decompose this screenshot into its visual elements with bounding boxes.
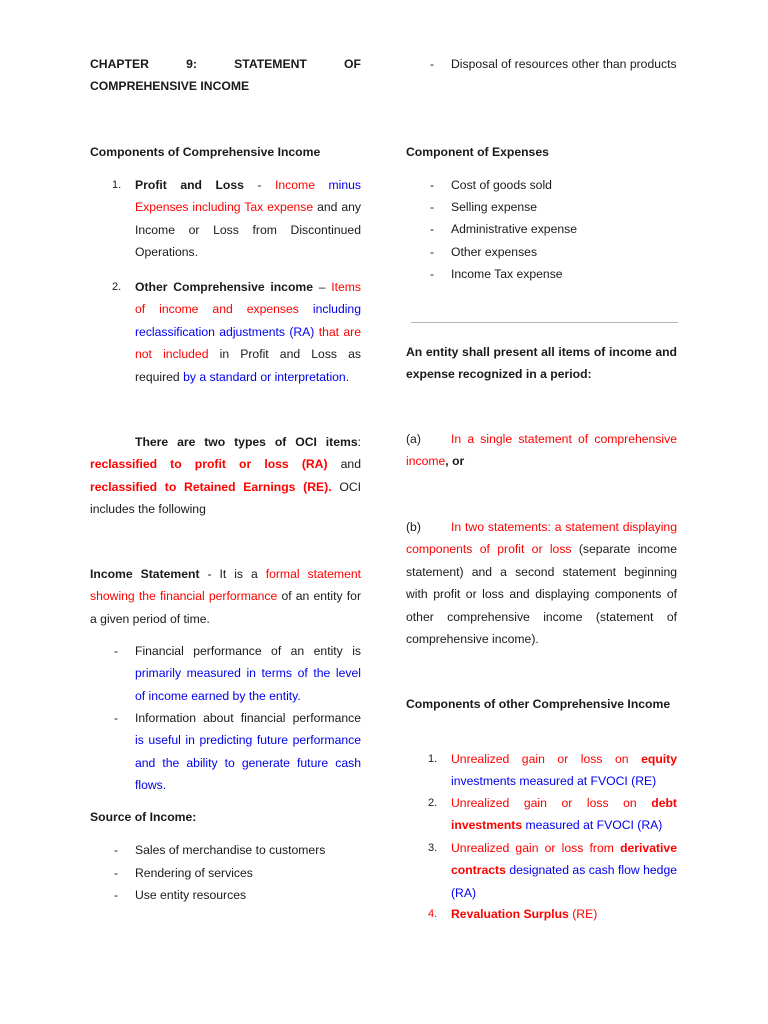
dash-marker: - — [430, 222, 435, 236]
oci-components-heading: Components of other Comprehensive Income — [406, 697, 671, 711]
chapter-word-statement: STATEMENT — [234, 57, 307, 71]
list-item-oci — [90, 276, 361, 388]
list-number: 2. — [112, 281, 122, 293]
highlight-red: formal statement showing the financial performance — [90, 567, 362, 604]
highlight-red: In a single statement of comprehensive income — [406, 432, 677, 469]
list-number: 1. — [428, 753, 438, 765]
plain-text: (separate income statement) and a second statement beginning with profit or loss and displaying components of other comprehensive income (statement of comprehensive income). — [406, 542, 677, 647]
list-item — [90, 839, 361, 861]
separator: - — [243, 178, 275, 192]
dash-marker: - — [430, 245, 435, 259]
bullet-financial-performance — [90, 640, 361, 707]
oci-type-re: reclassified to Retained Earnings (RE). — [90, 479, 332, 494]
expense-item: Other expenses — [451, 245, 538, 259]
highlight-blue: primarily measured in terms of the level of income earned by the entity. — [135, 666, 361, 703]
oci-item-equity — [406, 748, 677, 793]
option-label: (a) — [406, 432, 421, 446]
dash-marker: - — [114, 888, 119, 902]
term-derivative: derivative contracts — [451, 841, 677, 878]
chapter-title-line2: COMPREHENSIVE INCOME — [90, 79, 250, 94]
highlight-blue: minus — [314, 178, 361, 192]
dash-marker: - — [114, 843, 119, 857]
colon: : — [357, 435, 361, 449]
chapter-word-of: OF — [344, 57, 361, 71]
highlight-red: Unrealized gain or loss from — [451, 841, 621, 855]
highlight-blue: designated as cash flow hedge (RA) — [451, 863, 677, 900]
chapter-word: CHAPTER — [90, 57, 149, 71]
highlight-blue: investments measured at FVOCI (RE) — [451, 774, 657, 789]
term-equity: equity — [641, 752, 677, 766]
list-item — [406, 218, 677, 240]
highlight-blue: by a standard or interpretation. — [183, 369, 350, 384]
dash-marker: - — [430, 200, 435, 214]
plain-text: Disposal of resources other than products — [451, 57, 677, 71]
list-number: 3. — [428, 842, 438, 854]
source-of-income-heading: Source of Income: — [90, 810, 197, 824]
highlight-red: Items of income and expenses — [135, 280, 361, 317]
option-label: (b) — [406, 520, 421, 534]
highlight-red: Unrealized gain or loss on — [451, 752, 642, 766]
list-number: 4. — [428, 908, 438, 920]
plain-text: Information about financial performance — [135, 711, 361, 725]
dash-marker: - — [114, 644, 119, 658]
dash-marker: - — [430, 57, 435, 71]
list-item — [90, 862, 361, 884]
oci-types-paragraph — [90, 431, 361, 521]
oci-item-revaluation — [406, 903, 677, 925]
list-number: 2. — [428, 797, 438, 809]
source-item: Use entity resources — [135, 888, 247, 902]
oci-item-derivative — [406, 837, 677, 904]
highlight-red: that are not included — [135, 324, 361, 362]
term-oci: Other Comprehensive income — [135, 280, 314, 294]
dash-marker: - — [430, 178, 435, 192]
highlight-red: Unrealized gain or loss on — [451, 796, 652, 810]
plain-text: in Profit and Loss as required — [135, 347, 362, 384]
list-number: 1. — [112, 179, 122, 191]
list-item — [90, 884, 361, 906]
expense-item: Cost of goods sold — [451, 178, 552, 192]
expenses-heading: Component of Expenses — [406, 145, 549, 159]
option-b — [406, 516, 677, 650]
option-a — [406, 428, 677, 473]
chapter-number: 9: — [186, 57, 197, 71]
expense-item: Income Tax expense — [451, 267, 563, 281]
source-item: Sales of merchandise to customers — [135, 843, 326, 857]
term-debt: debt investments — [451, 796, 677, 833]
oci-types-lead: There are two types of OCI items — [135, 435, 358, 449]
components-heading: Components of Comprehensive Income — [90, 145, 321, 159]
expense-item: Selling expense — [451, 200, 538, 214]
bullet-disposal — [406, 53, 677, 75]
list-item — [406, 174, 677, 196]
present-statement: An entity shall present all items of income and expense recognized in a period: — [406, 345, 677, 382]
dash-marker: - — [114, 866, 119, 880]
oci-item-debt — [406, 792, 677, 837]
highlight-blue: measured at FVOCI (RA) — [522, 818, 663, 833]
highlight-blue: including reclassification adjustments (RA) — [135, 302, 361, 339]
bullet-predicting — [90, 707, 361, 797]
source-item: Rendering of services — [135, 866, 253, 880]
chapter-title — [90, 53, 361, 98]
term-profit-loss: Profit and Loss — [135, 178, 244, 192]
income-statement-paragraph — [90, 563, 361, 630]
plain-text: - It is a — [199, 567, 266, 581]
section-divider — [411, 322, 678, 323]
highlight-blue: is useful in predicting future performance and the ability to generate future cash flows. — [135, 733, 361, 793]
highlight-red: (RE) — [568, 907, 598, 921]
separator: – — [313, 280, 332, 294]
highlight-red: In two statements: a statement displaying components of profit or loss — [406, 520, 677, 557]
expense-item: Administrative expense — [451, 222, 577, 236]
term-revaluation: Revaluation Surplus — [451, 907, 569, 921]
plain-text: Financial performance of an entity is — [135, 644, 361, 658]
list-item — [406, 196, 677, 218]
list-item — [406, 241, 677, 263]
term-income-statement: Income Statement — [90, 567, 200, 581]
oci-type-ra: reclassified to profit or loss (RA) — [90, 457, 328, 472]
highlight-red: Income — [275, 178, 315, 192]
plain-text: of an entity for a given period of time. — [90, 589, 361, 626]
dash-marker: - — [430, 267, 435, 281]
conjunction: and — [327, 457, 361, 472]
list-item — [406, 263, 677, 285]
list-item-profit-loss — [90, 174, 361, 264]
plain-text: and any Income or Loss from Discontinued Operations. — [135, 200, 361, 260]
dash-marker: - — [114, 711, 119, 725]
plain-text: , or — [445, 454, 465, 469]
highlight-red: Expenses including Tax expense — [135, 200, 314, 215]
plain-text: OCI includes the following — [90, 479, 362, 517]
